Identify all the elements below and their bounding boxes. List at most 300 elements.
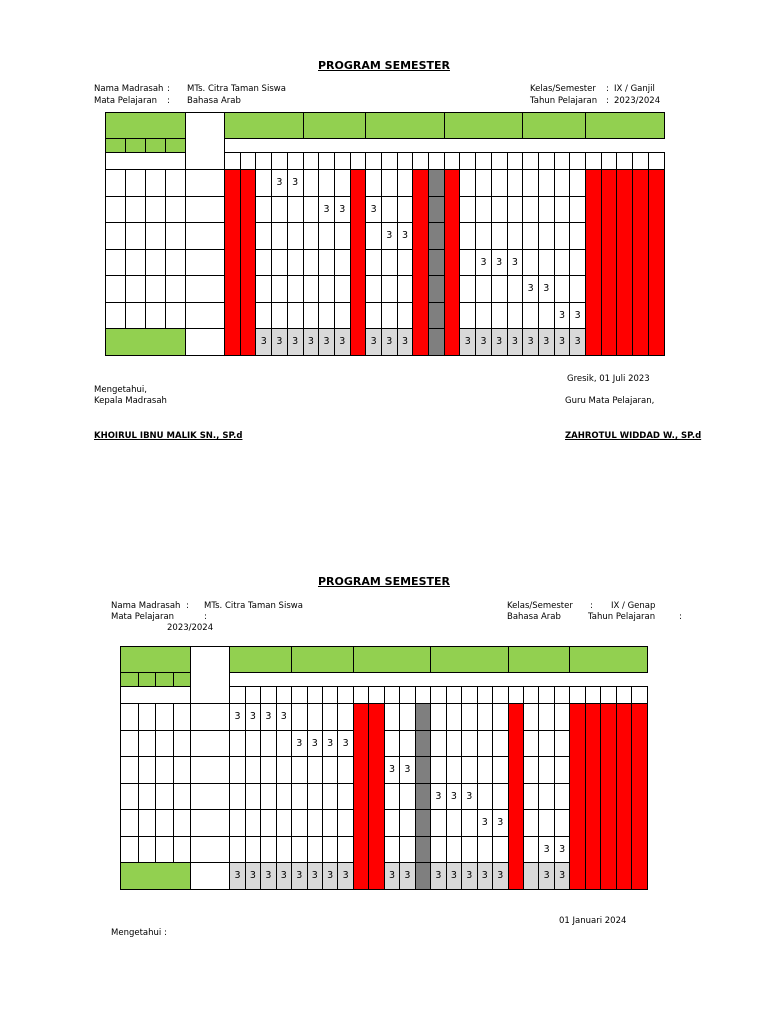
week-cell: 3 — [381, 223, 397, 250]
kd-number — [173, 836, 191, 863]
week-cell — [256, 249, 272, 276]
kd-number — [106, 223, 126, 250]
mapel-label-2: Mata Pelajaran — [111, 612, 175, 622]
week-number — [462, 687, 477, 704]
event-cell — [601, 704, 616, 890]
week-cell — [366, 302, 382, 329]
week-cell — [256, 223, 272, 250]
week-cell: 3 — [554, 302, 570, 329]
kd-number — [121, 810, 139, 837]
week-number — [245, 687, 260, 704]
week-cell — [245, 836, 260, 863]
week-cell — [431, 810, 446, 837]
week-number — [397, 153, 413, 170]
week-cell — [554, 757, 569, 784]
week-cell — [476, 196, 492, 223]
week-cell — [366, 170, 382, 197]
jumlah-label — [106, 329, 186, 356]
week-cell — [256, 170, 272, 197]
week-cell — [539, 704, 554, 731]
sum-cell: 3 — [431, 863, 446, 890]
sum-cell: 3 — [462, 863, 477, 890]
week-cell: 3 — [322, 730, 337, 757]
week-cell — [539, 783, 554, 810]
week-cell — [400, 836, 415, 863]
week-cell: 3 — [261, 704, 276, 731]
sum-cell: 3 — [322, 863, 337, 890]
week-cell: 3 — [272, 170, 288, 197]
kd-number — [146, 170, 166, 197]
week-number — [429, 153, 445, 170]
event-cell — [508, 704, 523, 890]
kd-number — [146, 223, 166, 250]
week-number — [287, 153, 303, 170]
week-cell — [538, 249, 554, 276]
week-number — [350, 153, 366, 170]
kd-number — [156, 810, 174, 837]
sum-cell: 3 — [570, 329, 586, 356]
kd-number — [156, 783, 174, 810]
kd-number — [166, 249, 186, 276]
sum-cell: 3 — [523, 329, 539, 356]
sum-cell: 3 — [292, 863, 307, 890]
tahun-label-2: Tahun Pelajaran — [588, 612, 656, 622]
month-header — [570, 647, 648, 673]
tahun-value-2: 2023/2024 — [167, 623, 214, 633]
week-cell — [477, 757, 492, 784]
kd-number — [106, 249, 126, 276]
week-cell: 3 — [292, 730, 307, 757]
week-cell — [307, 810, 322, 837]
week-cell: 3 — [523, 276, 539, 303]
week-number — [523, 153, 539, 170]
week-cell — [460, 196, 476, 223]
week-cell — [287, 249, 303, 276]
week-cell — [276, 810, 291, 837]
week-cell — [523, 170, 539, 197]
week-cell: 3 — [554, 836, 569, 863]
alokasi-value — [186, 249, 225, 276]
week-cell — [319, 249, 335, 276]
week-cell — [381, 170, 397, 197]
week-cell — [334, 276, 350, 303]
kd-number — [121, 757, 139, 784]
week-cell — [292, 704, 307, 731]
week-cell — [287, 302, 303, 329]
week-cell — [272, 276, 288, 303]
program-semester-table-2 — [120, 646, 648, 890]
week-number — [523, 687, 538, 704]
week-cell — [507, 302, 523, 329]
week-cell — [334, 170, 350, 197]
week-cell — [272, 196, 288, 223]
week-cell — [230, 783, 245, 810]
sum-cell: 3 — [477, 863, 492, 890]
event-cell — [601, 170, 617, 356]
week-cell — [322, 757, 337, 784]
total-jp — [186, 329, 225, 356]
week-number — [493, 687, 509, 704]
kd-number — [166, 302, 186, 329]
kd-number — [138, 757, 156, 784]
event-cell — [570, 704, 585, 890]
kd-number — [173, 783, 191, 810]
event-cell — [225, 170, 241, 356]
week-cell — [319, 302, 335, 329]
kd-number — [173, 730, 191, 757]
week-number — [353, 687, 368, 704]
mapel-value-2: Bahasa Arab — [507, 612, 561, 622]
kd-number — [146, 196, 166, 223]
week-number — [322, 687, 337, 704]
kd-number — [156, 704, 174, 731]
kd-number — [138, 704, 156, 731]
sum-cell: 3 — [261, 863, 276, 890]
week-number — [460, 153, 476, 170]
week-cell — [261, 757, 276, 784]
week-cell — [334, 249, 350, 276]
week-cell — [446, 704, 461, 731]
week-cell — [538, 302, 554, 329]
week-number — [632, 687, 648, 704]
week-cell — [338, 757, 353, 784]
kd-number — [126, 223, 146, 250]
nama-guru: ZAHROTUL WIDDAD W., SP.d — [565, 431, 702, 441]
week-number — [538, 153, 554, 170]
week-number — [334, 153, 350, 170]
week-cell — [276, 730, 291, 757]
kd-number — [121, 730, 139, 757]
week-cell — [554, 810, 569, 837]
nomor-ki-header — [121, 647, 191, 673]
week-cell — [554, 704, 569, 731]
week-number — [539, 687, 554, 704]
blocked-cell — [429, 329, 445, 356]
week-cell — [554, 249, 570, 276]
month-header — [586, 113, 665, 139]
alokasi-value — [191, 810, 230, 837]
week-number — [616, 687, 631, 704]
week-number — [476, 153, 492, 170]
blocked-cell — [415, 783, 431, 810]
nama-madrasah-value: MTs. Citra Taman Siswa — [187, 84, 286, 94]
nomor-kd-header — [121, 687, 191, 704]
week-cell — [523, 783, 538, 810]
week-cell — [381, 249, 397, 276]
week-cell — [493, 836, 509, 863]
ki-number — [166, 139, 186, 153]
event-cell — [633, 170, 649, 356]
week-cell — [400, 810, 415, 837]
sum-cell: 3 — [539, 863, 554, 890]
week-cell — [523, 730, 538, 757]
week-cell — [523, 249, 539, 276]
week-cell — [319, 276, 335, 303]
week-cell: 3 — [477, 810, 492, 837]
kd-number — [121, 704, 139, 731]
week-number — [585, 687, 600, 704]
sum-cell: 3 — [400, 863, 415, 890]
month-header — [230, 647, 292, 673]
week-cell — [303, 170, 319, 197]
alokasi-value — [186, 196, 225, 223]
week-cell — [303, 196, 319, 223]
week-cell — [554, 223, 570, 250]
week-cell — [287, 223, 303, 250]
week-cell: 3 — [507, 249, 523, 276]
kd-number — [126, 170, 146, 197]
blocked-cell — [415, 810, 431, 837]
month-header — [292, 647, 354, 673]
kd-number — [146, 302, 166, 329]
kd-number — [126, 276, 146, 303]
blocked-cell — [429, 276, 445, 303]
month-header — [523, 113, 586, 139]
event-cell — [616, 704, 631, 890]
week-number — [303, 153, 319, 170]
week-number — [491, 153, 507, 170]
week-cell — [334, 223, 350, 250]
ki-number — [146, 139, 166, 153]
week-cell: 3 — [397, 223, 413, 250]
week-number — [240, 153, 256, 170]
week-cell: 3 — [384, 757, 399, 784]
blocked-cell — [415, 704, 431, 731]
week-cell — [319, 223, 335, 250]
kelas-value-2: IX / Genap — [611, 601, 656, 611]
week-cell — [322, 836, 337, 863]
week-cell — [334, 302, 350, 329]
week-cell: 3 — [338, 730, 353, 757]
week-number — [369, 687, 384, 704]
week-cell — [491, 276, 507, 303]
kd-number — [121, 783, 139, 810]
kd-number — [126, 302, 146, 329]
nama-kepala: KHOIRUL IBNU MALIK SN., SP.d — [94, 431, 243, 441]
week-number — [230, 687, 245, 704]
sum-cell: 3 — [538, 329, 554, 356]
event-cell — [369, 704, 384, 890]
sum-cell: 3 — [307, 863, 322, 890]
sum-cell: 3 — [384, 863, 399, 890]
blocked-cell — [429, 223, 445, 250]
program-semester-table-1 — [105, 112, 665, 356]
week-cell — [493, 783, 509, 810]
week-number — [554, 687, 569, 704]
kd-number — [138, 836, 156, 863]
week-number — [292, 687, 307, 704]
week-cell: 3 — [570, 302, 586, 329]
blocked-cell — [415, 836, 431, 863]
month-header — [431, 647, 508, 673]
week-cell — [539, 757, 554, 784]
tahun-value: 2023/2024 — [614, 96, 661, 106]
week-cell — [307, 757, 322, 784]
week-cell — [491, 196, 507, 223]
week-number — [319, 153, 335, 170]
week-cell — [397, 249, 413, 276]
week-cell — [507, 276, 523, 303]
week-number — [586, 153, 602, 170]
week-cell — [554, 196, 570, 223]
week-cell — [507, 170, 523, 197]
sum-cell: 3 — [460, 329, 476, 356]
sum-cell: 3 — [272, 329, 288, 356]
week-number — [648, 153, 664, 170]
week-cell — [292, 810, 307, 837]
week-number — [256, 153, 272, 170]
week-cell — [366, 276, 382, 303]
sum-cell: 3 — [366, 329, 382, 356]
week-cell — [397, 196, 413, 223]
week-number — [366, 153, 382, 170]
week-cell — [462, 730, 477, 757]
sum-cell: 3 — [381, 329, 397, 356]
week-cell — [460, 302, 476, 329]
week-cell — [570, 196, 586, 223]
week-cell — [460, 276, 476, 303]
week-cell — [272, 223, 288, 250]
week-cell — [523, 757, 538, 784]
week-cell — [491, 302, 507, 329]
sum-cell: 3 — [554, 863, 569, 890]
week-cell — [477, 704, 492, 731]
month-header — [225, 113, 304, 139]
ki-number — [126, 139, 146, 153]
alokasi-value — [186, 223, 225, 250]
sum-cell: 3 — [276, 863, 291, 890]
week-cell — [397, 302, 413, 329]
ki-number — [173, 673, 191, 687]
week-cell — [554, 730, 569, 757]
nama-madrasah-label: Nama Madrasah — [94, 84, 164, 94]
week-number — [508, 687, 523, 704]
mapel-value: Bahasa Arab — [187, 96, 241, 106]
week-cell — [476, 302, 492, 329]
week-cell — [322, 704, 337, 731]
month-header — [366, 113, 445, 139]
week-cell — [523, 223, 539, 250]
sum-cell: 3 — [334, 329, 350, 356]
page-title: PROGRAM SEMESTER — [318, 59, 450, 72]
kd-number — [166, 196, 186, 223]
week-cell: 3 — [539, 836, 554, 863]
week-cell — [384, 704, 399, 731]
guru-label: Guru Mata Pelajaran, — [565, 396, 655, 406]
week-cell — [303, 302, 319, 329]
week-cell — [446, 757, 461, 784]
alokasi-waktu-header — [191, 647, 230, 704]
week-cell — [261, 783, 276, 810]
event-cell — [413, 170, 429, 356]
week-cell — [384, 836, 399, 863]
week-number — [601, 153, 617, 170]
week-cell — [230, 757, 245, 784]
kd-number — [121, 836, 139, 863]
week-cell: 3 — [400, 757, 415, 784]
week-cell — [570, 223, 586, 250]
week-cell — [397, 170, 413, 197]
week-cell — [570, 276, 586, 303]
week-number — [384, 687, 399, 704]
week-cell — [381, 276, 397, 303]
sum-cell: 3 — [493, 863, 509, 890]
week-cell — [307, 704, 322, 731]
mapel-label: Mata Pelajaran — [94, 96, 158, 106]
sum-cell: 3 — [303, 329, 319, 356]
week-cell — [276, 836, 291, 863]
nama-madrasah-label-2: Nama Madrasah — [111, 601, 181, 611]
week-number — [307, 687, 322, 704]
ki-number — [106, 139, 126, 153]
week-cell — [431, 730, 446, 757]
week-cell — [462, 836, 477, 863]
week-cell: 3 — [538, 276, 554, 303]
total-jp — [191, 863, 230, 890]
week-cell — [523, 704, 538, 731]
sum-cell: 3 — [230, 863, 245, 890]
week-cell: 3 — [334, 196, 350, 223]
kd-number — [138, 810, 156, 837]
week-cell — [381, 196, 397, 223]
alokasi-value — [186, 302, 225, 329]
week-cell — [446, 836, 461, 863]
kd-number — [146, 276, 166, 303]
week-cell — [338, 810, 353, 837]
week-number — [413, 153, 429, 170]
week-cell — [338, 704, 353, 731]
week-number — [554, 153, 570, 170]
week-cell — [570, 170, 586, 197]
week-cell — [366, 223, 382, 250]
week-cell — [303, 223, 319, 250]
week-cell — [507, 223, 523, 250]
week-cell — [381, 302, 397, 329]
alokasi-waktu-header — [186, 113, 225, 170]
week-number — [633, 153, 649, 170]
week-cell — [460, 249, 476, 276]
kd-number — [106, 170, 126, 197]
week-cell — [230, 836, 245, 863]
kd-number — [126, 196, 146, 223]
sum-cell: 3 — [476, 329, 492, 356]
week-cell — [303, 276, 319, 303]
week-number — [617, 153, 633, 170]
event-cell — [240, 170, 256, 356]
event-cell — [586, 170, 602, 356]
week-cell — [400, 704, 415, 731]
week-cell — [462, 757, 477, 784]
week-cell — [431, 704, 446, 731]
kd-number — [146, 249, 166, 276]
week-cell: 3 — [462, 783, 477, 810]
sum-cell: 3 — [245, 863, 260, 890]
week-number — [400, 687, 415, 704]
week-cell — [493, 757, 509, 784]
week-cell — [431, 757, 446, 784]
week-cell — [230, 730, 245, 757]
alokasi-value — [191, 704, 230, 731]
nomor-kd-header — [106, 153, 186, 170]
kd-number — [166, 170, 186, 197]
week-number — [601, 687, 616, 704]
week-cell — [322, 783, 337, 810]
tanggal-2: 01 Januari 2024 — [559, 916, 627, 926]
week-cell: 3 — [287, 170, 303, 197]
event-cell — [350, 170, 366, 356]
sum-cell: 3 — [287, 329, 303, 356]
nama-madrasah-value-2: MTs. Citra Taman Siswa — [204, 601, 303, 611]
